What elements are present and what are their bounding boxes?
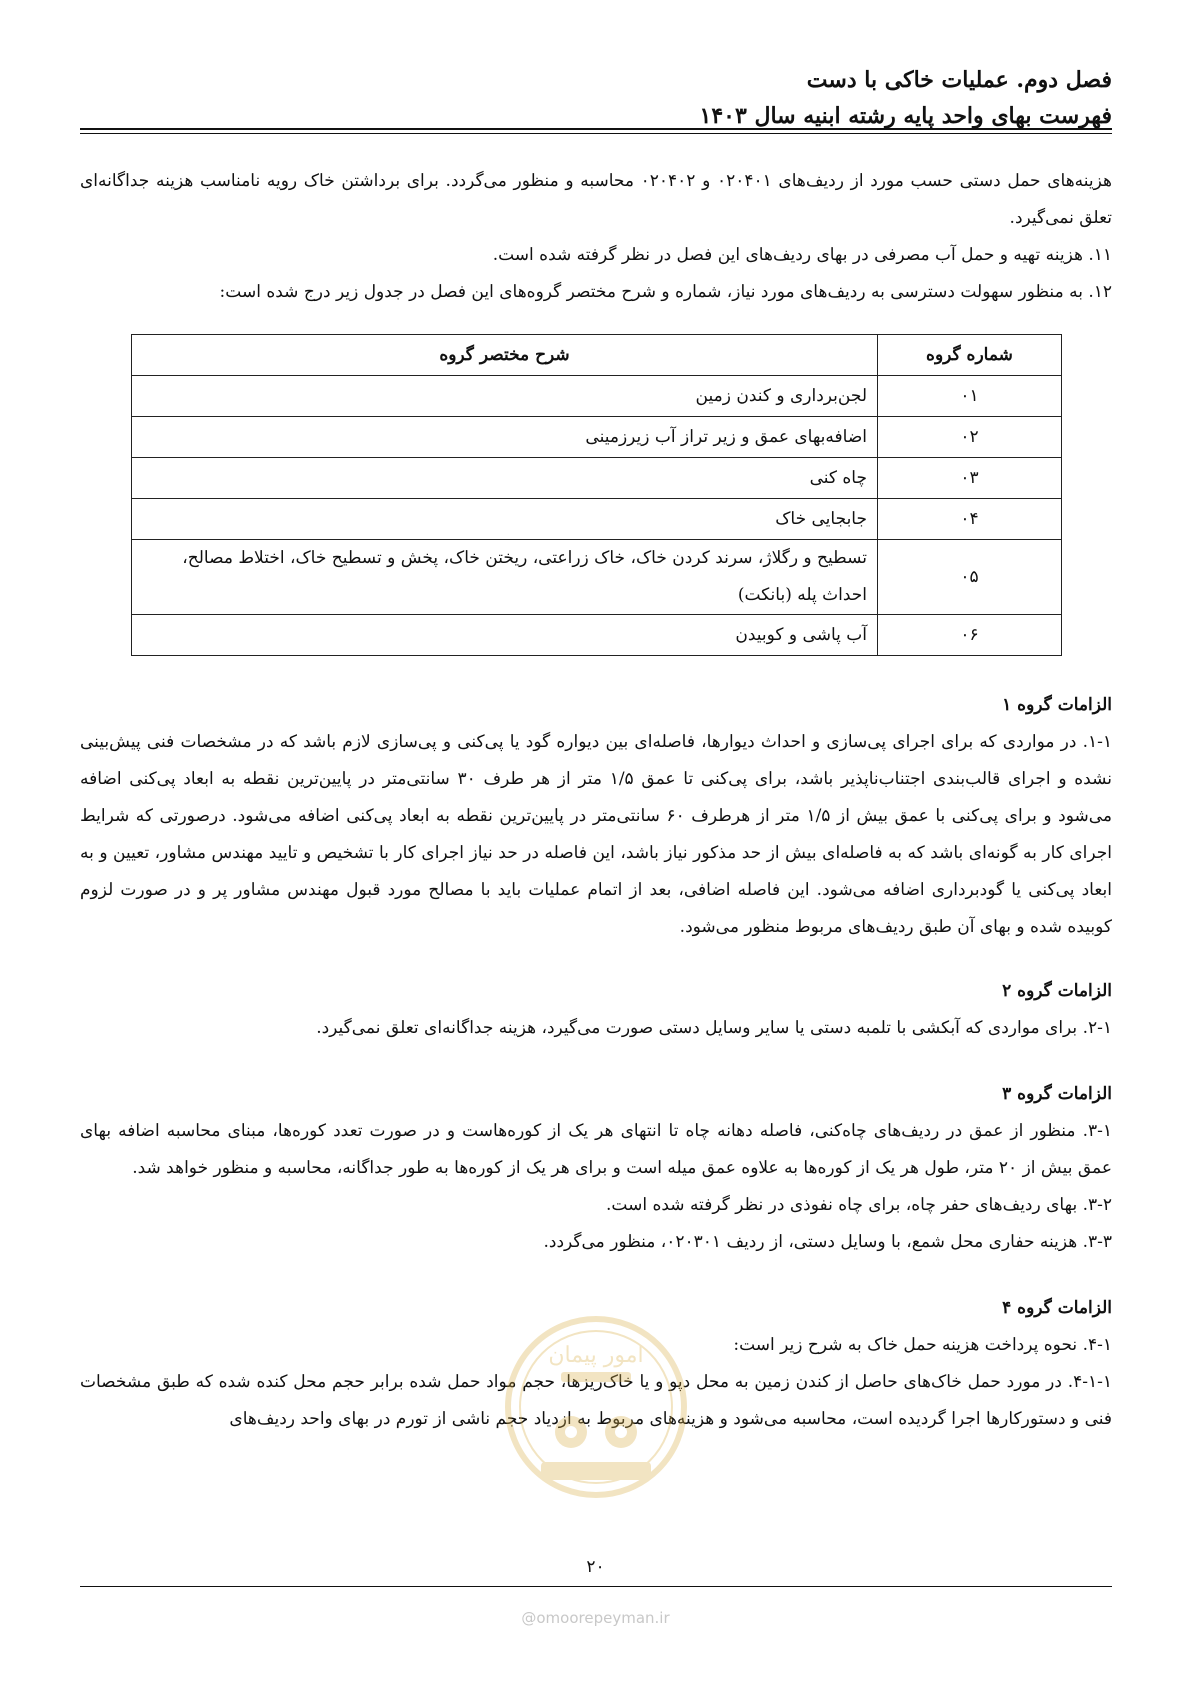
section-title-group-2: الزامات گروه ۲ <box>1002 981 1112 1001</box>
table-row <box>132 417 1062 458</box>
clause-4-1: ۴-۱. نحوه پرداخت هزینه حمل خاک به شرح زیر است: <box>733 1335 1112 1355</box>
intro-paragraph: هزینه‌های حمل دستی حسب مورد از ردیف‌های ۰۲۰۴۰۱ و ۰۲۰۴۰۲ محاسبه و منظور می‌گردد. برای برداشتن خاک رویه نامناسب هزینه جداگانه‌ای تعلق نمی‌گیرد. <box>80 171 1112 228</box>
clause-3-3: ۳-۳. هزینه حفاری محل شمع، با وسایل دستی، از ردیف ۰۲۰۳۰۱، منظور می‌گردد. <box>543 1232 1112 1252</box>
group-description: جابجایی خاک <box>132 499 878 540</box>
clause-1-1: ۱-۱. در مواردی که برای اجرای پی‌سازی و احداث دیوارها، فاصله‌ای بین دیواره گود یا پی‌کنی و پی‌سازی لازم باشد که در مشخصات فنی پیش‌بینی نشده و اجرای قالب‌بندی اجتناب‌ناپذیر باشد، برای پی‌کنی تا عمق ۱/۵ متر از هر طرف ۳۰ سانتی‌متر در پایین‌ترین نقطه به ابعاد پی‌کنی اضافه می‌شود و برای پی‌کنی با عمق بیش از ۱/۵ متر از هرطرف ۶۰ سانتی‌متر در پایین‌ترین نقطه به ابعاد پی‌کنی اضافه می‌شود. درصورتی که شرایط اجرای کار به گونه‌ای باشد که به فاصله‌ای بیش از حد مذکور نیاز باشد، این فاصله در حد نیاز اجرای کار با تشخیص و تایید مهندس مشاور، تعیین و به ابعاد پی‌کنی یا گودبرداری اضافه می‌شود. این فاصله اضافی، بعد از اتمام عملیات باید با مصالح مورد قبول مهندس مشاور پر و در صورت لزوم کوبیده شده و بهای آن طبق ردیف‌های مربوط منظور می‌شود. <box>80 732 1113 937</box>
page-content <box>80 163 1112 1438</box>
seal-text: امور پیمان <box>548 1343 644 1368</box>
table-row <box>132 540 1062 615</box>
table-row <box>132 499 1062 540</box>
section-title-group-4: الزامات گروه ۴ <box>1002 1298 1112 1318</box>
group-number: ۰۴ <box>878 499 1062 540</box>
table-row <box>132 615 1062 656</box>
group-number: ۰۳ <box>878 458 1062 499</box>
chapter-title: فصل دوم. عملیات خاکی با دست <box>806 67 1112 93</box>
clause-4-1-1: ۴-۱-۱. در مورد حمل خاک‌های حاصل از کندن زمین به محل دپو و یا خاک‌ریزها، حجم مواد حمل شده برابر حجم محل کنده شده که طبق مشخصات فنی و دستورکارها اجرا گردیده است، محاسبه می‌شود و هزینه‌های مربوط به ازدیاد حجم ناشی از تورم در بهای واحد ردیف‌های <box>80 1372 1112 1429</box>
groups-table <box>131 334 1062 656</box>
table-row <box>132 458 1062 499</box>
spacer <box>80 946 1112 973</box>
clause-2-1: ۲-۱. برای مواردی که آبکشی با تلمبه دستی یا سایر وسایل دستی صورت می‌گیرد، هزینه جداگانه‌ای تعلق نمی‌گیرد. <box>316 1018 1112 1038</box>
clause-12: ۱۲. به منظور سهولت دسترسی به ردیف‌های مورد نیاز، شماره و شرح مختصر گروه‌های این فصل در جدول زیر درج شده است: <box>219 282 1112 302</box>
clause-11: ۱۱. هزینه تهیه و حمل آب مصرفی در بهای ردیف‌های این فصل در نظر گرفته شده است. <box>492 245 1112 265</box>
header-rule-thick <box>80 128 1112 130</box>
section-title-group-3: الزامات گروه ۳ <box>1002 1084 1112 1104</box>
section-title-group-1: الزامات گروه ۱ <box>1002 695 1112 715</box>
page-header <box>700 62 1112 134</box>
document-title: فهرست بهای واحد پایه رشته ابنیه سال ۱۴۰۳ <box>699 103 1112 129</box>
group-description: لجن‌برداری و کندن زمین <box>132 376 878 417</box>
group-description: اضافه‌بهای عمق و زیر تراز آب زیرزمینی <box>132 417 878 458</box>
table-header-row <box>132 335 1062 376</box>
group-description: چاه کنی <box>132 458 878 499</box>
spacer <box>80 1261 1112 1290</box>
header-rule-thin <box>80 133 1112 134</box>
spacer <box>80 1047 1112 1076</box>
header-group-description: شرح مختصر گروه <box>132 335 878 376</box>
watermark-site: @omoorepeyman.ir <box>521 1609 670 1627</box>
group-number: ۰۵ <box>878 540 1062 615</box>
group-number: ۰۲ <box>878 417 1062 458</box>
page-number: ۲۰ <box>586 1557 605 1577</box>
header-group-number: شماره گروه <box>878 335 1062 376</box>
clause-3-1: ۳-۱. منظور از عمق در ردیف‌های چاه‌کنی، فاصله دهانه چاه تا انتهای هر یک از کوره‌هاست و در صورت تعدد کوره‌ها، مبنای محاسبه اضافه بهای عمق بیش از ۲۰ متر، طول هر یک از کوره‌ها به علاوه عمق میله است و برای هر یک از کوره‌ها به طور جداگانه، محاسبه و منظور خواهد شد. <box>80 1121 1112 1178</box>
group-number: ۰۱ <box>878 376 1062 417</box>
table-row <box>132 376 1062 417</box>
group-description: آب پاشی و کوبیدن <box>132 615 878 656</box>
group-number: ۰۶ <box>878 615 1062 656</box>
clause-3-2: ۳-۲. بهای ردیف‌های حفر چاه، برای چاه نفوذی در نظر گرفته شده است. <box>606 1195 1112 1215</box>
footer-rule <box>80 1586 1112 1587</box>
group-description: تسطیح و رگلاژ، سرند کردن خاک، خاک زراعتی، ریختن خاک، پخش و تسطیح خاک، اختلاط مصالح، احداث پله (بانکت) <box>132 540 878 615</box>
